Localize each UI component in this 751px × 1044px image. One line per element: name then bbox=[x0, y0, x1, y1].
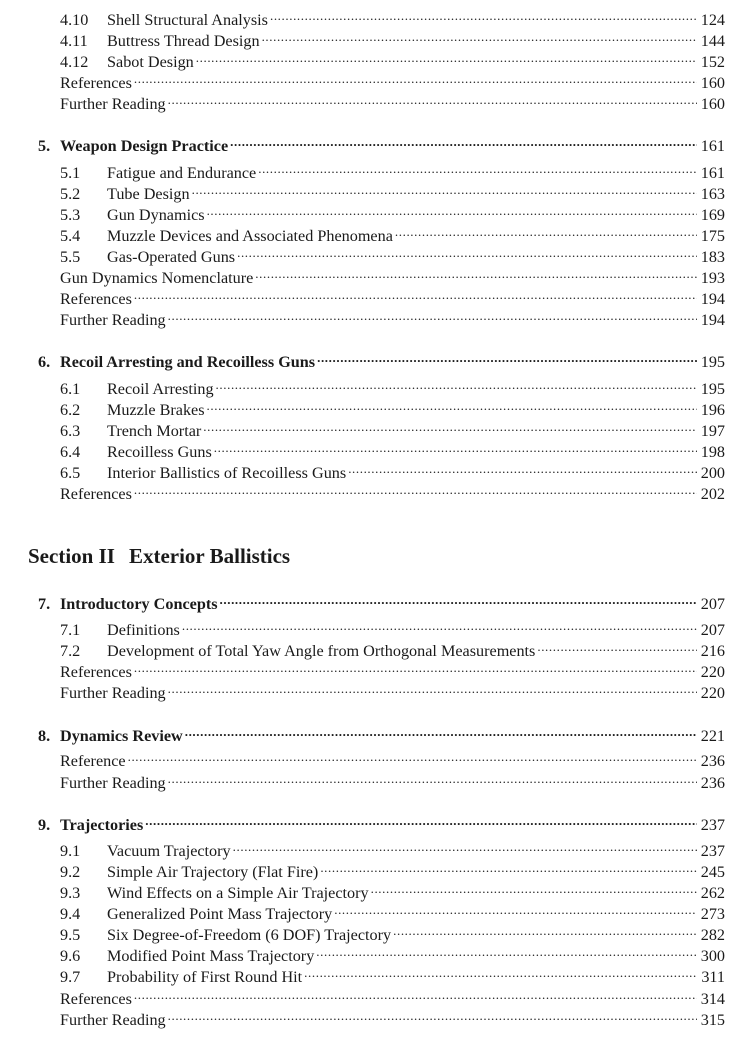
dot-leader bbox=[348, 458, 697, 478]
toc-page-number: 169 bbox=[700, 206, 725, 224]
toc-entry-row[interactable] bbox=[60, 920, 725, 944]
toc-title: References bbox=[60, 290, 132, 308]
toc-title: Sabot Design bbox=[107, 53, 194, 71]
toc-entry-row[interactable] bbox=[60, 5, 725, 29]
toc-title: Vacuum Trajectory bbox=[107, 842, 231, 860]
toc-title: Generalized Point Mass Trajectory bbox=[107, 905, 333, 923]
toc-page-number: 124 bbox=[700, 11, 725, 29]
toc-page-number: 315 bbox=[700, 1011, 725, 1029]
dot-leader bbox=[317, 347, 697, 367]
section-label: Section II bbox=[28, 544, 115, 568]
toc-entry-row[interactable] bbox=[60, 179, 725, 203]
toc-page-number: 245 bbox=[700, 863, 725, 881]
toc-title: Six Degree-of-Freedom (6 DOF) Trajectory bbox=[107, 926, 392, 944]
toc-entry-row[interactable] bbox=[60, 615, 725, 639]
toc-page-number: 207 bbox=[700, 621, 725, 639]
dot-leader bbox=[128, 746, 697, 766]
toc-entry-row[interactable] bbox=[60, 374, 725, 398]
toc-number: 9. bbox=[38, 816, 51, 834]
dot-leader bbox=[134, 284, 697, 304]
dot-leader bbox=[220, 589, 697, 609]
toc-sub-row[interactable] bbox=[60, 746, 725, 770]
toc-title: Further Reading bbox=[60, 1011, 166, 1029]
toc-page-number: 198 bbox=[700, 443, 725, 461]
toc-title: Further Reading bbox=[60, 95, 166, 113]
toc-number: 6.1 bbox=[60, 380, 81, 398]
toc-number: 4.12 bbox=[60, 53, 89, 71]
toc-sub-row[interactable] bbox=[60, 479, 725, 503]
toc-title: Gun Dynamics bbox=[107, 206, 205, 224]
toc-title: References bbox=[60, 74, 132, 92]
dot-leader bbox=[393, 920, 697, 940]
toc-page-number: 183 bbox=[700, 248, 725, 266]
toc-entry-row[interactable] bbox=[60, 437, 725, 461]
toc-title: Gun Dynamics Nomenclature bbox=[60, 269, 254, 287]
toc-title: Further Reading bbox=[60, 774, 166, 792]
toc-number: 5.1 bbox=[60, 164, 81, 182]
toc-title: Probability of First Round Hit bbox=[107, 968, 303, 986]
toc-entry-row[interactable] bbox=[60, 636, 725, 660]
dot-leader bbox=[134, 479, 697, 499]
dot-leader bbox=[230, 131, 697, 151]
toc-number: 9.2 bbox=[60, 863, 81, 881]
dot-leader bbox=[255, 263, 697, 283]
toc-page-number: 193 bbox=[700, 269, 725, 287]
dot-leader bbox=[196, 47, 697, 67]
toc-title: Buttress Thread Design bbox=[107, 32, 260, 50]
dot-leader bbox=[537, 636, 697, 656]
dot-leader bbox=[134, 984, 697, 1004]
toc-page-number: 197 bbox=[700, 422, 725, 440]
toc-page-number: 144 bbox=[700, 32, 725, 50]
toc-number: 9.1 bbox=[60, 842, 81, 860]
toc-sub-row[interactable] bbox=[60, 284, 725, 308]
toc-number: 5.2 bbox=[60, 185, 81, 203]
toc-page-number: 282 bbox=[700, 926, 725, 944]
toc-entry-row[interactable] bbox=[60, 857, 725, 881]
toc-title: Reference bbox=[60, 752, 126, 770]
toc-sub-row[interactable] bbox=[60, 984, 725, 1008]
toc-entry-row[interactable] bbox=[60, 158, 725, 182]
dot-leader bbox=[207, 200, 697, 220]
toc-page-number: 161 bbox=[700, 164, 725, 182]
toc-title: Introductory Concepts bbox=[60, 595, 218, 613]
dot-leader bbox=[207, 395, 697, 415]
toc-number: 9.3 bbox=[60, 884, 81, 902]
toc-page-number: 163 bbox=[700, 185, 725, 203]
dot-leader bbox=[168, 89, 697, 109]
toc-entry-row[interactable] bbox=[60, 962, 725, 986]
dot-leader bbox=[168, 678, 697, 698]
toc-number: 5.4 bbox=[60, 227, 81, 245]
toc-page-number: 175 bbox=[700, 227, 725, 245]
dot-leader bbox=[185, 721, 697, 741]
toc-title: References bbox=[60, 663, 132, 681]
toc-title: Weapon Design Practice bbox=[60, 137, 229, 155]
toc-page-number: 194 bbox=[700, 311, 725, 329]
dot-leader bbox=[233, 836, 697, 856]
toc-page-number: 311 bbox=[701, 968, 725, 986]
section-heading bbox=[28, 544, 290, 568]
dot-leader bbox=[214, 437, 697, 457]
toc-chapter-row[interactable] bbox=[38, 589, 725, 613]
dot-leader bbox=[395, 221, 697, 241]
toc-title: References bbox=[60, 485, 132, 503]
toc-number: 7.2 bbox=[60, 642, 81, 660]
toc-page-number: 152 bbox=[700, 53, 725, 71]
toc-entry-row[interactable] bbox=[60, 941, 725, 965]
toc-page-number: 216 bbox=[700, 642, 725, 660]
dot-leader bbox=[145, 810, 697, 830]
toc-page-number: 237 bbox=[700, 842, 725, 860]
toc-page-number: 202 bbox=[700, 485, 725, 503]
dot-leader bbox=[216, 374, 697, 394]
toc-chapter-row[interactable] bbox=[38, 347, 725, 371]
toc-page-number: 236 bbox=[700, 774, 725, 792]
toc-entry-row[interactable] bbox=[60, 836, 725, 860]
toc-entry-row[interactable] bbox=[60, 878, 725, 902]
toc-page-number: 273 bbox=[700, 905, 725, 923]
toc-entry-row[interactable] bbox=[60, 26, 725, 50]
dot-leader bbox=[192, 179, 697, 199]
toc-page-number: 236 bbox=[700, 752, 725, 770]
toc-title: Further Reading bbox=[60, 311, 166, 329]
toc-title: Trench Mortar bbox=[107, 422, 202, 440]
toc-page-number: 221 bbox=[700, 727, 725, 745]
toc-entry-row[interactable] bbox=[60, 242, 725, 266]
toc-title: Development of Total Yaw Angle from Orthogonal Measurements bbox=[107, 642, 536, 660]
dot-leader bbox=[334, 899, 697, 919]
toc-entry-row[interactable] bbox=[60, 221, 725, 245]
dot-leader bbox=[203, 416, 697, 436]
toc-page-number: 195 bbox=[700, 353, 725, 371]
toc-title: Further Reading bbox=[60, 684, 166, 702]
dot-leader bbox=[168, 1005, 697, 1025]
toc-title: Tube Design bbox=[107, 185, 190, 203]
toc-title: Definitions bbox=[107, 621, 180, 639]
toc-title: Recoil Arresting and Recoilless Guns bbox=[60, 353, 316, 371]
dot-leader bbox=[304, 962, 697, 982]
toc-title: Interior Ballistics of Recoilless Guns bbox=[107, 464, 347, 482]
toc-page-number: 220 bbox=[700, 663, 725, 681]
toc-entry-row[interactable] bbox=[60, 458, 725, 482]
toc-sub-row[interactable] bbox=[60, 678, 725, 702]
toc-page-number: 220 bbox=[700, 684, 725, 702]
toc-sub-row[interactable] bbox=[60, 768, 725, 792]
dot-leader bbox=[182, 615, 697, 635]
toc-entry-row[interactable] bbox=[60, 416, 725, 440]
toc-number: 6.3 bbox=[60, 422, 81, 440]
toc-number: 7. bbox=[38, 595, 51, 613]
toc-page-number: 194 bbox=[700, 290, 725, 308]
dot-leader bbox=[134, 68, 697, 88]
toc-number: 9.6 bbox=[60, 947, 81, 965]
toc-title: Fatigue and Endurance bbox=[107, 164, 257, 182]
toc-title: Modified Point Mass Trajectory bbox=[107, 947, 315, 965]
toc-page-number: 196 bbox=[700, 401, 725, 419]
toc-title: Muzzle Devices and Associated Phenomena bbox=[107, 227, 393, 245]
toc-title: Trajectories bbox=[60, 816, 144, 834]
toc-chapter-row[interactable] bbox=[38, 131, 725, 155]
toc-number: 5. bbox=[38, 137, 51, 155]
toc-page-number: 237 bbox=[700, 816, 725, 834]
toc-title: Dynamics Review bbox=[60, 727, 183, 745]
toc-title: Gas-Operated Guns bbox=[107, 248, 236, 266]
dot-leader bbox=[168, 305, 697, 325]
toc-number: 5.3 bbox=[60, 206, 81, 224]
toc-chapter-row[interactable] bbox=[38, 810, 725, 834]
toc-title: Wind Effects on a Simple Air Trajectory bbox=[107, 884, 369, 902]
toc-title: Shell Structural Analysis bbox=[107, 11, 268, 29]
dot-leader bbox=[258, 158, 697, 178]
toc-page-number: 160 bbox=[700, 95, 725, 113]
toc-page-number: 262 bbox=[700, 884, 725, 902]
toc-sub-row[interactable] bbox=[60, 89, 725, 113]
toc-page-number: 161 bbox=[700, 137, 725, 155]
toc-sub-row[interactable] bbox=[60, 68, 725, 92]
toc-page-number: 195 bbox=[700, 380, 725, 398]
toc-number: 6.5 bbox=[60, 464, 81, 482]
toc-number: 5.5 bbox=[60, 248, 81, 266]
dot-leader bbox=[134, 657, 697, 677]
toc-sub-row[interactable] bbox=[60, 657, 725, 681]
dot-leader bbox=[237, 242, 697, 262]
toc-number: 8. bbox=[38, 727, 51, 745]
toc-number: 6.4 bbox=[60, 443, 81, 461]
toc-number: 4.11 bbox=[60, 32, 88, 50]
dot-leader bbox=[316, 941, 697, 961]
dot-leader bbox=[371, 878, 697, 898]
toc-title: Recoil Arresting bbox=[107, 380, 214, 398]
toc-number: 9.5 bbox=[60, 926, 81, 944]
toc-page-number: 314 bbox=[700, 990, 725, 1008]
toc-entry-row[interactable] bbox=[60, 899, 725, 923]
toc-number: 6.2 bbox=[60, 401, 81, 419]
toc-page-number: 160 bbox=[700, 74, 725, 92]
toc-sub-row[interactable] bbox=[60, 1005, 725, 1029]
toc-title: Simple Air Trajectory (Flat Fire) bbox=[107, 863, 319, 881]
toc-sub-row[interactable] bbox=[60, 263, 725, 287]
toc-chapter-row[interactable] bbox=[38, 721, 725, 745]
toc-title: Recoilless Guns bbox=[107, 443, 212, 461]
toc-page-number: 200 bbox=[700, 464, 725, 482]
toc-sub-row[interactable] bbox=[60, 305, 725, 329]
toc-entry-row[interactable] bbox=[60, 395, 725, 419]
toc-page-number: 207 bbox=[700, 595, 725, 613]
toc-number: 7.1 bbox=[60, 621, 81, 639]
toc-title: Muzzle Brakes bbox=[107, 401, 205, 419]
toc-entry-row[interactable] bbox=[60, 47, 725, 71]
toc-page-number: 300 bbox=[700, 947, 725, 965]
section-title-text: Exterior Ballistics bbox=[128, 544, 291, 568]
toc-number: 6. bbox=[38, 353, 51, 371]
dot-leader bbox=[270, 5, 697, 25]
toc-entry-row[interactable] bbox=[60, 200, 725, 224]
dot-leader bbox=[168, 768, 697, 788]
toc-title: References bbox=[60, 990, 132, 1008]
dot-leader bbox=[262, 26, 697, 46]
toc-number: 9.7 bbox=[60, 968, 81, 986]
dot-leader bbox=[320, 857, 697, 877]
toc-number: 9.4 bbox=[60, 905, 81, 923]
toc-number: 4.10 bbox=[60, 11, 89, 29]
